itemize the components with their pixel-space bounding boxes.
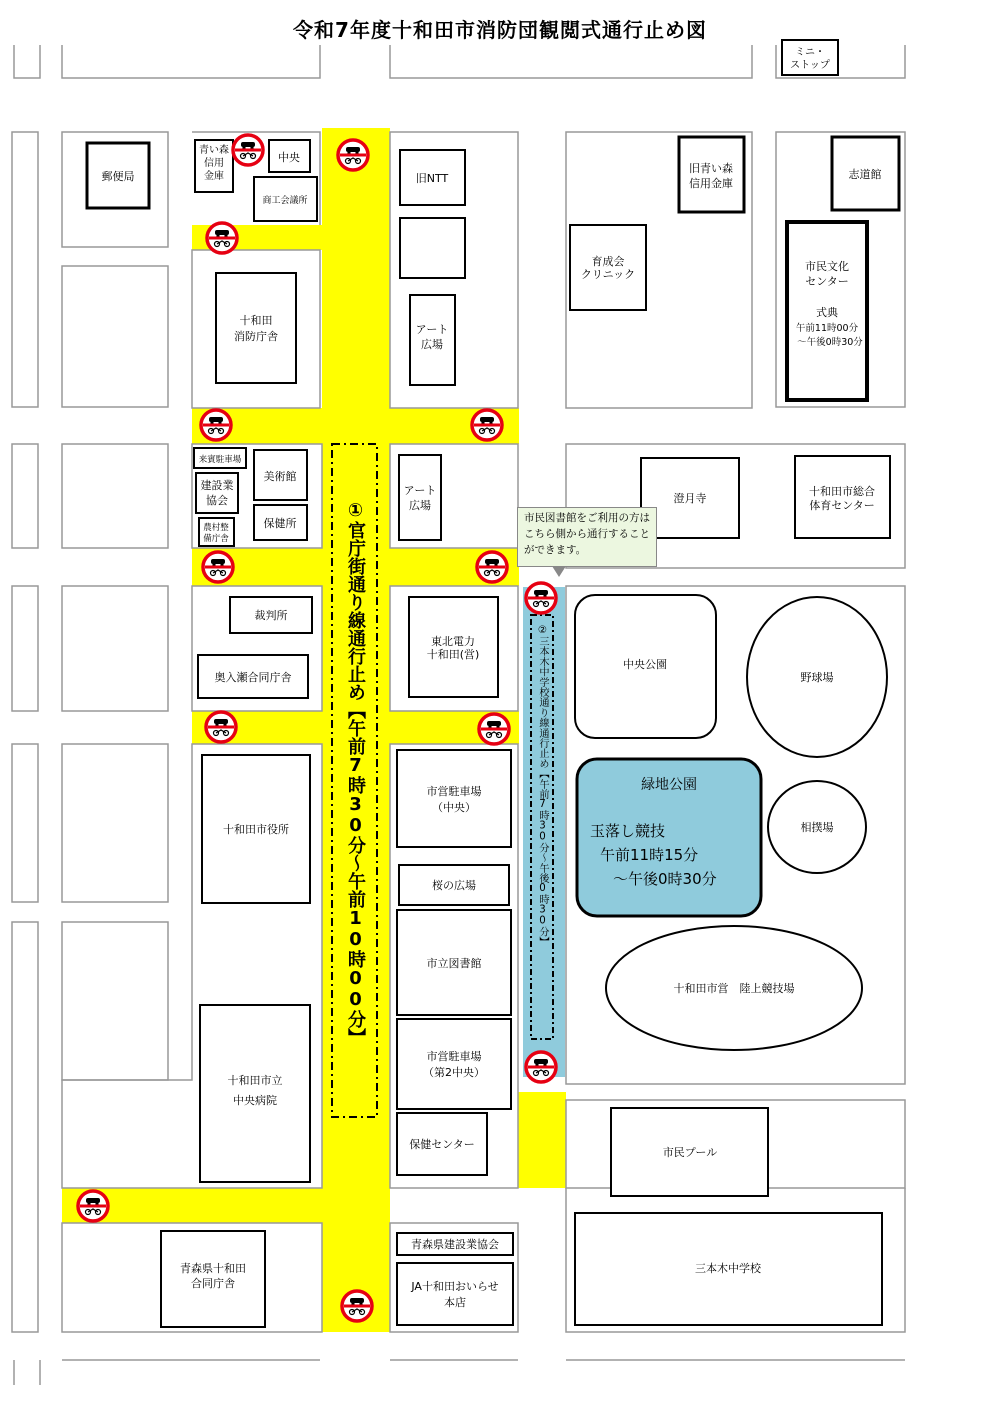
shoko-label: 商工会議所 xyxy=(262,196,308,206)
no-entry-sign-icon xyxy=(338,140,368,170)
central-park-label: 中央公園 xyxy=(623,658,667,671)
health-center-label: 保健センター xyxy=(409,1138,475,1151)
library-access-callout: 市民図書館をご利用の方はこちら側から通行することができます。 xyxy=(517,507,657,567)
no-entry-sign-icon xyxy=(526,1052,556,1082)
ryokuchi-time-start: 午前11時15分 xyxy=(600,846,699,864)
no-entry-sign-icon xyxy=(78,1191,108,1221)
no-entry-sign-icon xyxy=(342,1291,372,1321)
sakura-label: 桜の広場 xyxy=(432,879,476,892)
gym-label: 十和田市総合体育センター xyxy=(809,485,875,512)
ryokuchi-event: 玉落し競技 xyxy=(590,822,666,840)
mini-stop-label: ミニ・ストップ xyxy=(790,47,830,71)
hokenjo-label: 保健所 xyxy=(263,517,297,530)
city-hall-label: 十和田市役所 xyxy=(223,823,289,836)
chuo-label: 中央 xyxy=(278,151,300,164)
city-parking-2-label: 市営駐車場（第2中央） xyxy=(423,1050,485,1079)
no-entry-sign-icon xyxy=(233,135,263,165)
chogetsuji-label: 澄月寺 xyxy=(673,492,707,505)
museum-label: 美術館 xyxy=(263,470,297,483)
stadium-label: 十和田市営 陸上競技場 xyxy=(673,982,795,995)
ja-building xyxy=(397,1263,513,1325)
ryokuchi-time-end: ～午後0時30分 xyxy=(613,870,717,888)
no-entry-sign-icon xyxy=(201,410,231,440)
blank-building xyxy=(400,218,465,278)
art-square-2-building xyxy=(399,455,441,540)
old-aomori-shinyo-label: 旧青い森信用金庫 xyxy=(689,162,733,190)
noson-label: 農村整備庁舎 xyxy=(203,523,229,544)
closure-2-label: ②三本木中学校通り線通行止め【午前7時30分～午後0時30分】 xyxy=(537,625,548,947)
map-title: 令和7年度十和田市消防団観閲式通行止め図 xyxy=(293,18,707,42)
library-label: 市立図書館 xyxy=(426,957,482,970)
ja-label: JA十和田おいらせ本店 xyxy=(411,1280,499,1309)
fire-hq-building xyxy=(216,273,296,383)
hospital-label: 十和田市立中央病院 xyxy=(227,1074,283,1107)
ceremony-label: 式典 xyxy=(816,306,838,319)
art-square-1-label: アート広場 xyxy=(415,323,449,351)
tohoku-electric-label: 東北電力十和田(営) xyxy=(426,635,480,661)
baseball-label: 野球場 xyxy=(800,671,834,684)
sumo-label: 相撲場 xyxy=(800,821,834,834)
fire-hq-label: 十和田消防庁舎 xyxy=(234,314,278,343)
raihin-parking-label: 来賓駐車場 xyxy=(198,455,242,465)
ryokuchi-park-name: 緑地公園 xyxy=(641,777,697,793)
ceremony-time: 午前11時00分～午後0時30分 xyxy=(795,323,863,348)
no-entry-sign-icon xyxy=(207,223,237,253)
city-parking-2-building xyxy=(397,1019,511,1109)
pool-label: 市民プール xyxy=(662,1146,718,1159)
shidokan-label: 志道館 xyxy=(848,168,882,181)
art-square-2-label: アート広場 xyxy=(403,484,437,512)
no-entry-sign-icon xyxy=(477,552,507,582)
ikuseikai-label: 育成会クリニック xyxy=(580,255,636,281)
no-entry-sign-icon xyxy=(203,552,233,582)
kensetsu-kyokai-label: 青森県建設業協会 xyxy=(411,1238,499,1251)
kensetsu-label: 建設業協会 xyxy=(200,479,234,507)
aomori-shinyo-label: 青い森信用金庫 xyxy=(199,145,229,182)
bunka-center-label: 市民文化センター xyxy=(805,260,849,288)
no-entry-sign-icon xyxy=(206,712,236,742)
city-parking-central-label: 市営駐車場（中央） xyxy=(426,785,482,814)
court-label: 裁判所 xyxy=(254,609,288,622)
sanbongi-label: 三本木中学校 xyxy=(695,1262,761,1275)
no-entry-sign-icon xyxy=(472,410,502,440)
joint-office-label: 青森県十和田合同庁舎 xyxy=(180,1262,246,1290)
old-ntt-label: 旧NTT xyxy=(415,172,449,185)
no-entry-sign-icon xyxy=(479,714,509,744)
no-entry-sign-icon xyxy=(526,583,556,613)
oirase-label: 奥入瀬合同庁舎 xyxy=(214,671,292,684)
city-parking-central-building xyxy=(397,750,511,847)
closure-1-label: ①官庁街通り線通行止め【午前7時30分～午前10時00分】 xyxy=(345,500,366,1046)
post-office-label: 郵便局 xyxy=(101,170,135,183)
